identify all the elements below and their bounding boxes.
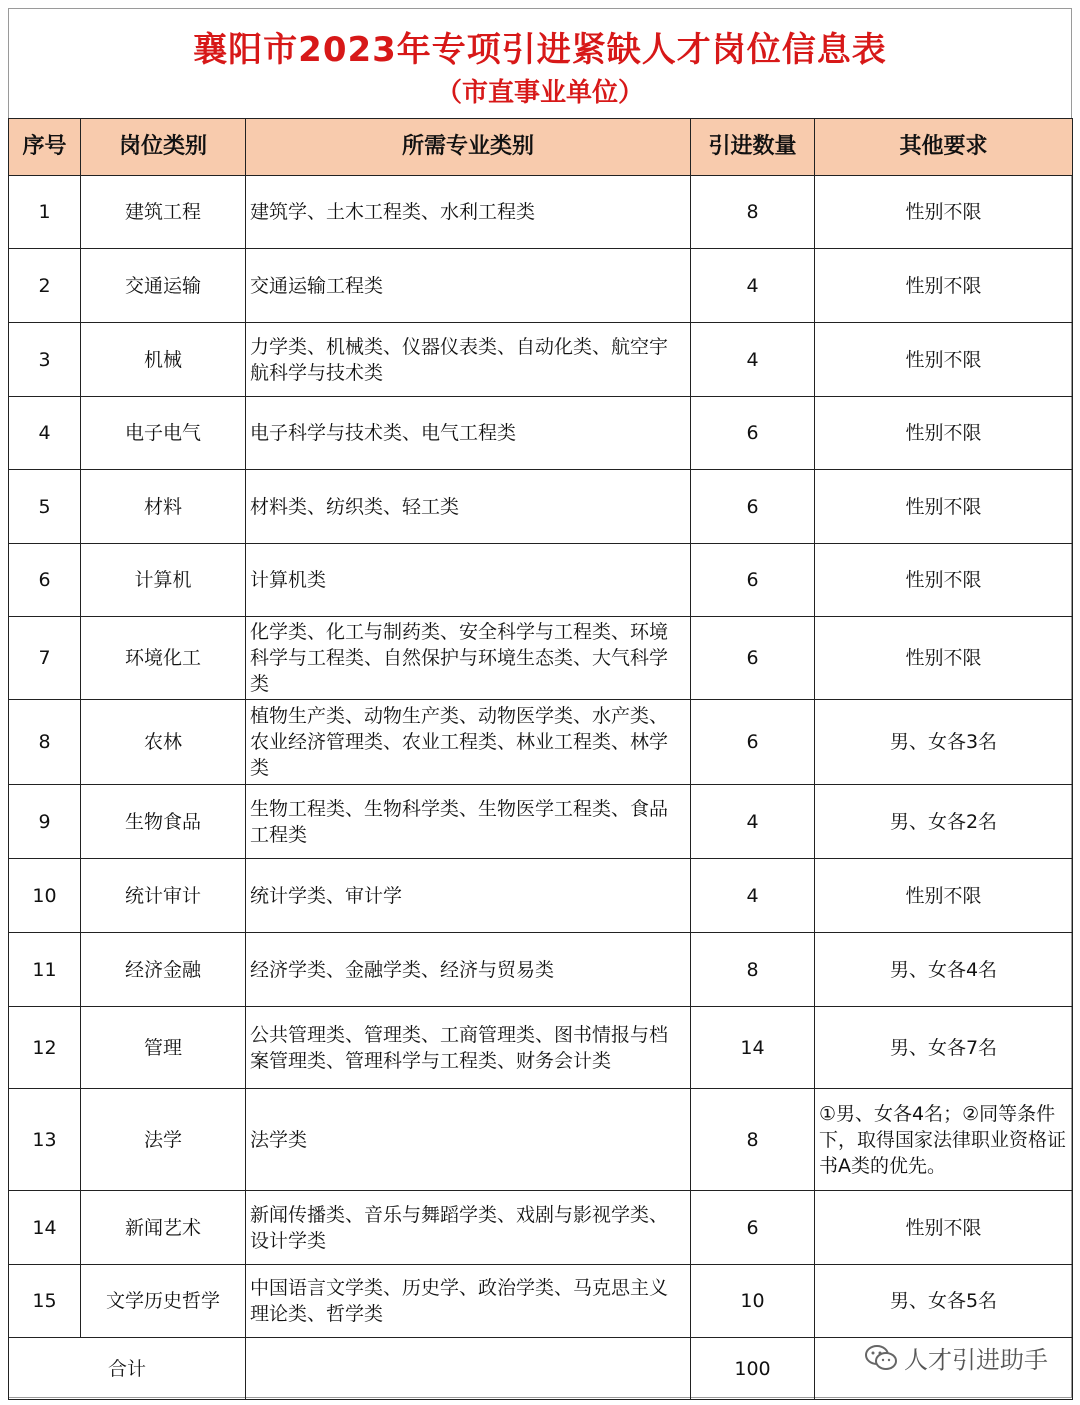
wechat-icon <box>864 1344 898 1372</box>
watermark <box>864 1340 1048 1375</box>
cell-count: 6 <box>691 1191 815 1265</box>
table-row <box>9 1089 1073 1191</box>
table-row <box>9 176 1073 249</box>
cell-no: 2 <box>9 249 81 323</box>
cell-category: 交通运输 <box>81 249 246 323</box>
cell-category: 生物食品 <box>81 785 246 859</box>
cell-count: 8 <box>691 1089 815 1191</box>
cell-no: 11 <box>9 933 81 1007</box>
table-row <box>9 617 1073 700</box>
cell-no: 13 <box>9 1089 81 1191</box>
cell-majors: 建筑学、土木工程类、水利工程类 <box>246 176 691 249</box>
header-other: 其他要求 <box>815 119 1073 176</box>
cell-category: 环境化工 <box>81 617 246 700</box>
cell-no: 9 <box>9 785 81 859</box>
cell-count: 6 <box>691 617 815 700</box>
total-majors <box>246 1338 691 1400</box>
cell-other: 性别不限 <box>815 176 1073 249</box>
cell-no: 14 <box>9 1191 81 1265</box>
cell-count: 6 <box>691 397 815 470</box>
cell-majors: 新闻传播类、音乐与舞蹈学类、戏剧与影视学类、设计学类 <box>246 1191 691 1265</box>
cell-category: 文学历史哲学 <box>81 1265 246 1338</box>
cell-count: 6 <box>691 700 815 785</box>
cell-majors: 统计学类、审计学 <box>246 859 691 933</box>
table-row <box>9 1007 1073 1089</box>
cell-majors: 中国语言文学类、历史学、政治学类、马克思主义理论类、哲学类 <box>246 1265 691 1338</box>
cell-no: 15 <box>9 1265 81 1338</box>
cell-no: 12 <box>9 1007 81 1089</box>
cell-majors: 计算机类 <box>246 544 691 617</box>
cell-other: 男、女各4名 <box>815 933 1073 1007</box>
table-row <box>9 785 1073 859</box>
cell-no: 1 <box>9 176 81 249</box>
table-row <box>9 1191 1073 1265</box>
cell-count: 6 <box>691 470 815 544</box>
cell-no: 8 <box>9 700 81 785</box>
cell-category: 材料 <box>81 470 246 544</box>
cell-count: 4 <box>691 859 815 933</box>
table-row <box>9 249 1073 323</box>
cell-category: 建筑工程 <box>81 176 246 249</box>
cell-category: 管理 <box>81 1007 246 1089</box>
cell-category: 经济金融 <box>81 933 246 1007</box>
cell-no: 10 <box>9 859 81 933</box>
table-header-row <box>9 119 1073 176</box>
cell-majors: 力学类、机械类、仪器仪表类、自动化类、航空宇航科学与技术类 <box>246 323 691 397</box>
cell-other: 性别不限 <box>815 397 1073 470</box>
cell-count: 8 <box>691 176 815 249</box>
cell-majors: 化学类、化工与制药类、安全科学与工程类、环境科学与工程类、自然保护与环境生态类、大气科学类 <box>246 617 691 700</box>
cell-majors: 材料类、纺织类、轻工类 <box>246 470 691 544</box>
table-row <box>9 323 1073 397</box>
cell-count: 8 <box>691 933 815 1007</box>
cell-category: 法学 <box>81 1089 246 1191</box>
cell-other: 性别不限 <box>815 249 1073 323</box>
cell-category: 计算机 <box>81 544 246 617</box>
cell-majors: 交通运输工程类 <box>246 249 691 323</box>
cell-no: 3 <box>9 323 81 397</box>
cell-majors: 法学类 <box>246 1089 691 1191</box>
cell-count: 4 <box>691 785 815 859</box>
cell-majors: 公共管理类、管理类、工商管理类、图书情报与档案管理类、管理科学与工程类、财务会计类 <box>246 1007 691 1089</box>
cell-count: 14 <box>691 1007 815 1089</box>
page-subtitle: （市直事业单位） <box>435 78 644 108</box>
cell-other: 男、女各3名 <box>815 700 1073 785</box>
table-row <box>9 859 1073 933</box>
cell-no: 6 <box>9 544 81 617</box>
cell-count: 10 <box>691 1265 815 1338</box>
cell-other: 性别不限 <box>815 617 1073 700</box>
cell-other: ①男、女各4名；②同等条件下，取得国家法律职业资格证书A类的优先。 <box>815 1089 1073 1191</box>
total-count: 100 <box>691 1338 815 1400</box>
cell-no: 4 <box>9 397 81 470</box>
positions-table <box>8 118 1073 1400</box>
table-row <box>9 933 1073 1007</box>
cell-category: 新闻艺术 <box>81 1191 246 1265</box>
cell-no: 7 <box>9 617 81 700</box>
cell-other: 男、女各2名 <box>815 785 1073 859</box>
cell-majors: 经济学类、金融学类、经济与贸易类 <box>246 933 691 1007</box>
cell-other: 性别不限 <box>815 470 1073 544</box>
watermark-text: 人才引进助手 <box>904 1346 1048 1374</box>
page-title: 襄阳市2023年专项引进紧缺人才岗位信息表 <box>193 30 887 70</box>
header-majors: 所需专业类别 <box>246 119 691 176</box>
header-category: 岗位类别 <box>81 119 246 176</box>
cell-other: 男、女各5名 <box>815 1265 1073 1338</box>
cell-category: 统计审计 <box>81 859 246 933</box>
cell-majors: 电子科学与技术类、电气工程类 <box>246 397 691 470</box>
cell-majors: 生物工程类、生物科学类、生物医学工程类、食品工程类 <box>246 785 691 859</box>
table-row <box>9 397 1073 470</box>
cell-category: 农林 <box>81 700 246 785</box>
table-row <box>9 1265 1073 1338</box>
cell-other: 男、女各7名 <box>815 1007 1073 1089</box>
table-row <box>9 470 1073 544</box>
table-row <box>9 700 1073 785</box>
cell-other: 性别不限 <box>815 323 1073 397</box>
table-row <box>9 544 1073 617</box>
cell-category: 机械 <box>81 323 246 397</box>
cell-count: 6 <box>691 544 815 617</box>
total-label: 合计 <box>9 1338 246 1400</box>
header-count: 引进数量 <box>691 119 815 176</box>
cell-category: 电子电气 <box>81 397 246 470</box>
header-no: 序号 <box>9 119 81 176</box>
cell-count: 4 <box>691 249 815 323</box>
cell-no: 5 <box>9 470 81 544</box>
cell-other: 性别不限 <box>815 1191 1073 1265</box>
cell-majors: 植物生产类、动物生产类、动物医学类、水产类、农业经济管理类、农业工程类、林业工程类、林学类 <box>246 700 691 785</box>
cell-other: 性别不限 <box>815 859 1073 933</box>
cell-other: 性别不限 <box>815 544 1073 617</box>
cell-count: 4 <box>691 323 815 397</box>
